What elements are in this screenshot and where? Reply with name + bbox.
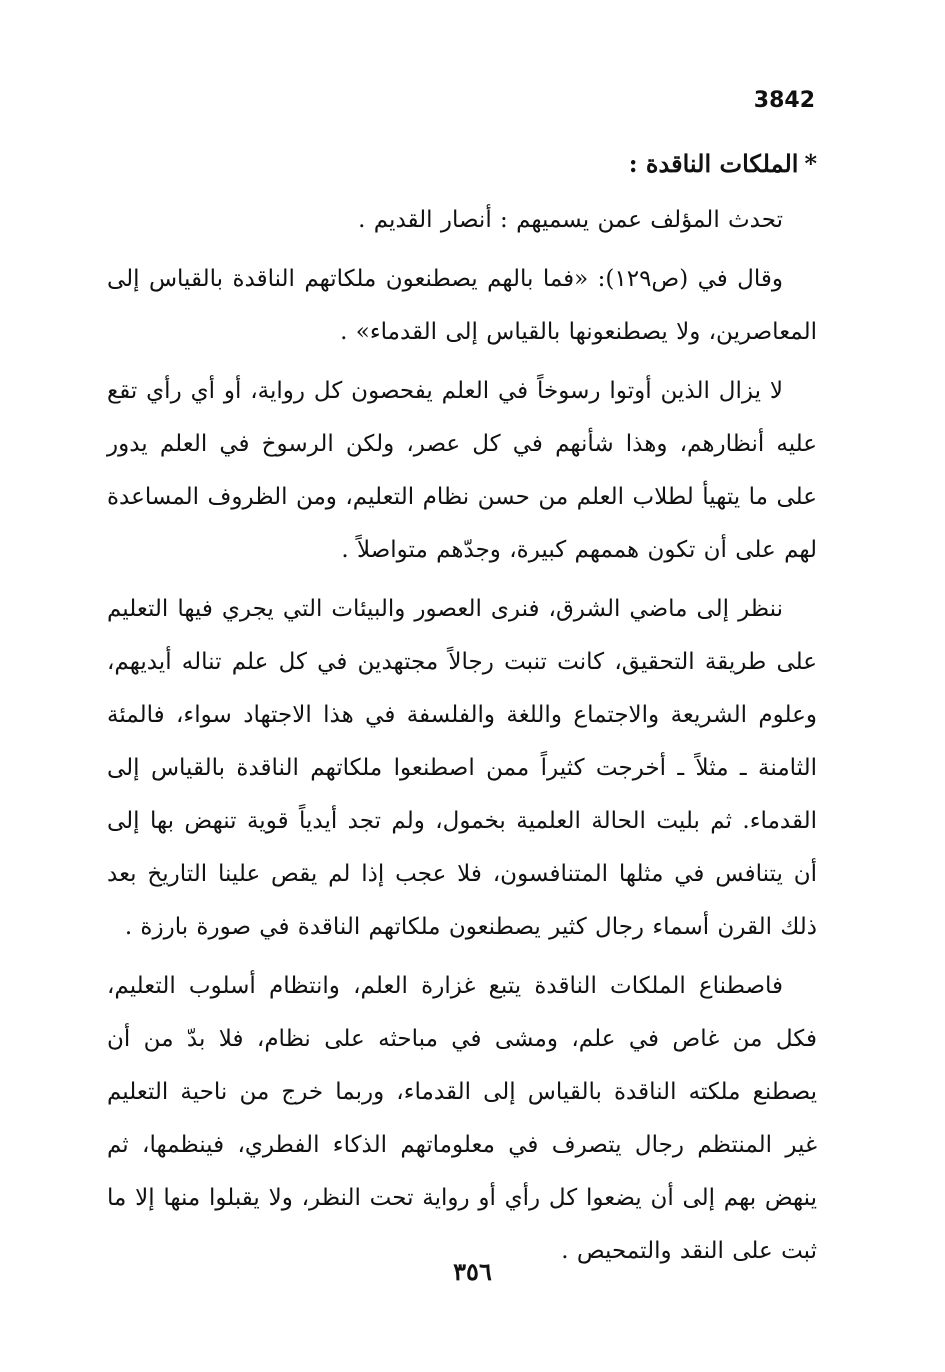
paragraph-5: فاصطناع الملكات الناقدة يتبع غزارة العلم، وانتظام أسلوب التعليم، فكل من غاص في علم، ومشى في مباحثه على نظام، فلا بدّ من أن يصطنع ملكته الناقدة بالقياس إلى القدماء، وربما خرج من ناحية التعليم غير المنتظم رجال يتصرف في معلوماتهم الذكاء الفطري، فينظمها، ثم ينهض بهم إلى أن يضعوا كل رأي أو رواية تحت النظر، ولا يقبلوا منها إلا ما ثبت على النقد والتمحيص . <box>107 973 817 1264</box>
paragraph-4: ننظر إلى ماضي الشرق، فنرى العصور والبيئات التي يجري فيها التعليم على طريقة التحقيق، كانت تنبت رجالاً مجتهدين في كل علم تناله أيديهم، وعلوم الشريعة والاجتماع واللغة والفلسفة في هذا الاجتهاد سواء، فالمئة الثامنة ـ مثلاً ـ أخرجت كثيراً ممن اصطنعوا ملكاتهم الناقدة بالقياس إلى القدماء. ثم بليت الحالة العلمية بخمول، ولم تجد أيدياً قوية تنهض بها إلى أن يتنافس في مثلها المتنافسون، فلا عجب إذا لم يقص علينا التاريخ بعد ذلك القرن أسماء رجال كثير يصطنعون ملكاتهم الناقدة في صورة بارزة . <box>107 596 817 940</box>
page-number: ٣٥٦ <box>453 1257 492 1286</box>
text-column <box>107 140 817 1284</box>
page-code: 3842 <box>753 88 815 113</box>
paragraph-3: لا يزال الذين أوتوا رسوخاً في العلم يفحصون كل رواية، أو أي رأي تقع عليه أنظارهم، وهذا شأنهم في كل عصر، ولكن الرسوخ في العلم يدور على ما يتهيأ لطلاب العلم من حسن نظام التعليم، ومن الظروف المساعدة لهم على أن تكون هممهم كبيرة، وجدّهم متواصلاً . <box>107 378 817 563</box>
section-heading <box>107 140 817 188</box>
paragraph-2: وقال في (ص١٢٩): «فما بالهم يصطنعون ملكاتهم الناقدة بالقياس إلى المعاصرين، ولا يصطنعونها بالقياس إلى القدماء» . <box>107 266 817 345</box>
section-title: الملكات الناقدة : <box>628 149 799 178</box>
paragraph-1: تحدث المؤلف عمن يسميهم : أنصار القديم . <box>358 207 783 233</box>
heading-bullet: * <box>804 149 817 178</box>
